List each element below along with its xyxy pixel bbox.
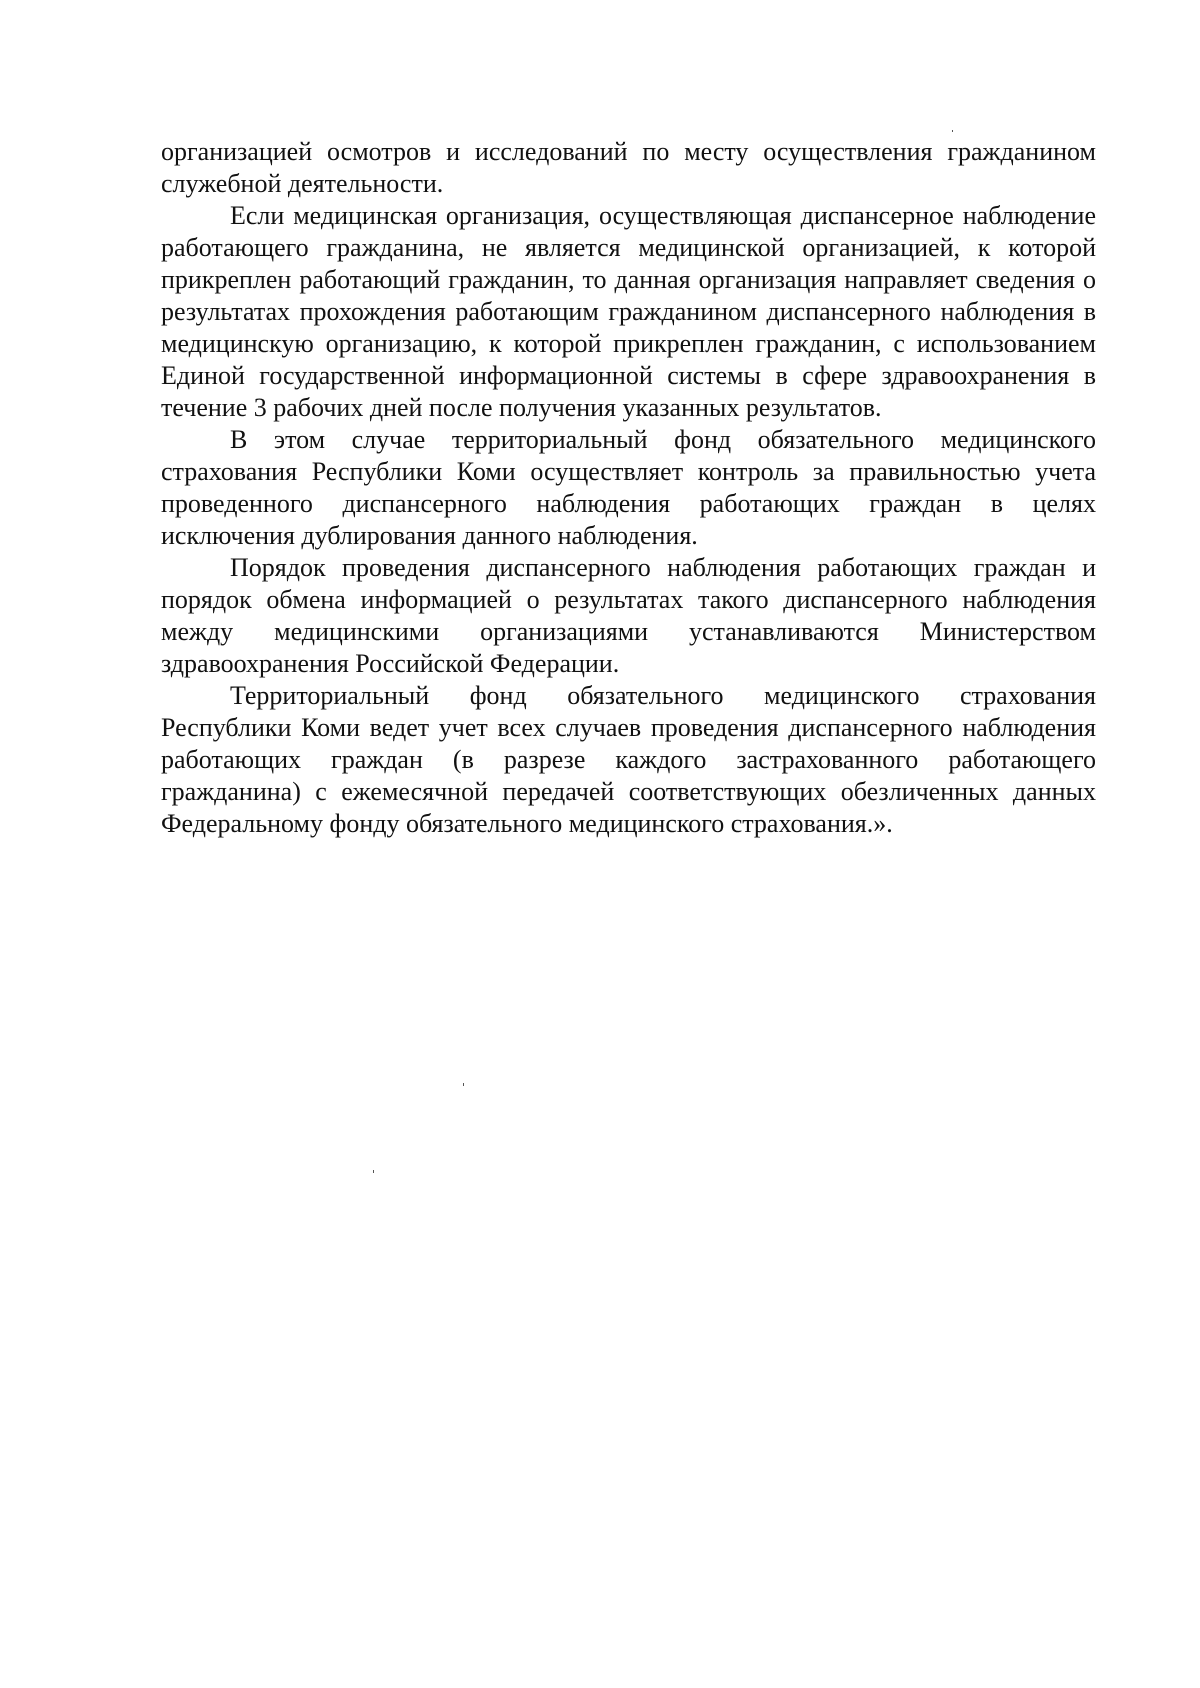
scan-speck	[952, 130, 953, 132]
scan-speck	[373, 1170, 374, 1173]
paragraph-fund-accounting: Территориальный фонд обязательного медицинского страхования Республики Коми ведет учет всех случаев проведения диспансерного наблюдения работающих граждан (в разрезе каждого застрахованного работающего гражданина) с ежемесячной передачей соответствующих обезличенных данных Федеральному фонду обязательного медицинского страхования.».	[161, 681, 1096, 838]
scan-speck	[463, 1083, 464, 1086]
document-body	[161, 136, 1096, 840]
paragraph-ministry-procedure: Порядок проведения диспансерного наблюдения работающих граждан и порядок обмена информацией о результатах такого диспансерного наблюдения между медицинскими организациями устанавливаются Министерством здравоохранения Российской Федерации.	[161, 553, 1096, 678]
paragraph-monitoring-organization: Если медицинская организация, осуществляющая диспансерное наблюдение работающего гражданина, не является медицинской организацией, к которой прикреплен работающий гражданин, то данная организация направляет сведения о результатах прохождения работающим гражданином диспансерного наблюдения в медицинскую организацию, к которой прикреплен гражданин, с использованием Единой государственной информационной системы в сфере здравоохранения в течение 3 рабочих дней после получения указанных результатов.	[161, 201, 1096, 422]
paragraph-fund-control: В этом случае территориальный фонд обязательного медицинского страхования Республики Коми осуществляет контроль за правильностью учета проведенного диспансерного наблюдения работающих граждан в целях исключения дублирования данного наблюдения.	[161, 425, 1096, 550]
paragraph-continuation: организацией осмотров и исследований по месту осуществления гражданином служебной деятельности.	[161, 137, 1096, 198]
